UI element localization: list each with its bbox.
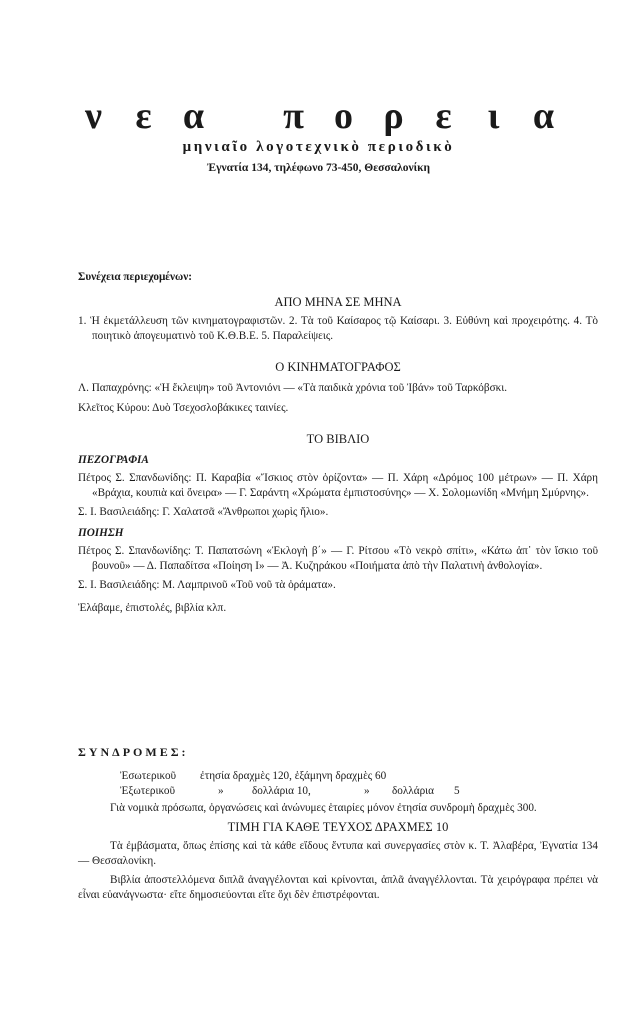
ditto-mark: » <box>364 785 370 797</box>
foreign-half-value: 5 <box>454 785 460 797</box>
title-letter: π <box>283 95 304 137</box>
title-letter: ο <box>334 95 353 137</box>
poetry-item: Πέτρος Σ. Σπανδωνίδης: Τ. Παπατσώνη «Ἐκλογὴ β΄» — Γ. Ρίτσου «Τὸ νεκρὸ σπίτι», «Κάτω ἀπ᾿ τὸν ἴσκιο τοῦ βουνοῦ» — Δ. Παπαδίτσα «Ποίηση Ι» — Ἀ. Κυζηράκου «Ποιήματα ἀπὸ τὴν Παλατινὴ ἀνθολογία». <box>78 545 598 572</box>
masthead-address: Ἐγνατία 134, τηλέφωνο 73-450, Θεσσαλονίκη <box>206 162 431 174</box>
subscriptions-title: ΣΥΝΔΡΟΜΕΣ: <box>78 745 189 759</box>
foreign-half: δολλάρια <box>392 785 435 797</box>
received-note: Ἐλάβαμε, ἐπιστολές, βιβλία κλπ. <box>78 602 227 614</box>
ditto-mark: » <box>218 785 224 797</box>
poetry-label: ΠΟΙΗΣΗ <box>78 527 124 539</box>
masthead-subtitle: μηνιαῖο λογοτεχνικὸ περιοδικὸ <box>182 139 455 155</box>
cinema-item: Λ. Παπαχρόνης: «Ἡ ἔκλειψη» τοῦ Ἀντονιόνι — «Τὰ παιδικὰ χρόνια τοῦ Ἰβάν» τοῦ Ταρκόβσκι. <box>78 382 508 394</box>
domestic-label: Ἐσωτερικοῦ <box>120 770 177 782</box>
month-items: 1. Ἡ ἐκμετάλλευση τῶν κινηματογραφιστῶν. 2. Τὰ τοῦ Καίσαρος τῷ Καίσαρι. 3. Εὐθύνη καὶ προχειρότης. 4. Τὸ ποιητικὸ ἀπογευματινὸ τοῦ Κ.Θ.Β.Ε. 5. Παραλείψεις. <box>78 315 598 342</box>
prose-item: Πέτρος Σ. Σπανδωνίδης: Π. Καραβία «Ἴσκιος στὸν ὁρίζοντα» — Π. Χάρη «Δρόμος 100 μέτρων» — Π. Χάρη «Βράχια, κουπιὰ καὶ ὄνειρα» — Γ. Σαράντη «Χρώματα ἐμπιστοσύνης» — Χ. Σολομωνίδη «Μνήμη Σμύρνης». <box>78 472 598 499</box>
section-title-month: ΑΠΟ ΜΗΝΑ ΣΕ ΜΗΝΑ <box>274 295 402 309</box>
foreign-year: δολλάρια 10, <box>252 785 311 797</box>
books-note: Βιβλία ἀποστελλόμενα διπλᾶ ἀναγγέλονται καὶ κρίνονται, ἁπλᾶ ἀναγγέλλονται. Τὰ χειρόγραφα πρέπει νὰ εἶναι εὐανάγνωστα· εἴτε δημοσιεύονται εἴτε ὄχι δὲν ἐπιστρέφονται. <box>78 874 598 901</box>
contents-heading: Συνέχεια περιεχομένων: <box>78 271 192 283</box>
title-letter: ε <box>135 95 152 137</box>
cinema-item: Κλεῖτος Κύρου: Δυὸ Τσεχοσλοβάκικες ταινίες. <box>78 402 289 414</box>
title-letter: ρ <box>383 95 404 137</box>
subscriptions-block <box>78 745 598 903</box>
masthead-title <box>0 94 637 138</box>
prose-label: ΠΕΖΟΓΡΑΦΙΑ <box>78 454 149 466</box>
title-letter: α <box>182 95 205 137</box>
domestic-rates: ἐτησία δραχμὲς 120, ἑξάμηνη δραχμὲς 60 <box>200 770 387 782</box>
title-letter: ν <box>85 95 102 137</box>
title-letter: ε <box>435 95 452 137</box>
issue-price: ΤΙΜΗ ΓΙΑ ΚΑΘΕ ΤΕΥΧΟΣ ΔΡΑΧΜΕΣ 10 <box>227 820 449 834</box>
foreign-label: Ἐξωτερικοῦ <box>120 785 176 797</box>
section-title-book: ΤΟ ΒΙΒΛΙΟ <box>306 432 370 446</box>
prose-item: Σ. Ι. Βασιλειάδης: Γ. Χαλατσᾶ «Ἄνθρωποι χωρὶς ἥλιο». <box>78 506 329 518</box>
contents-continued <box>78 270 598 616</box>
section-title-cinema: Ο ΚΙΝΗΜΑΤΟΓΡΑΦΟΣ <box>275 360 401 374</box>
title-letter: ι <box>487 95 500 137</box>
remittance-note: Τὰ ἐμβάσματα, ὅπως ἐπίσης καὶ τὰ κάθε εἴδους ἔντυπα καὶ συνεργασίες στὸν κ. Τ. Ἀλαβέρα, Ἐγνατία 134 — Θεσσαλονίκη. <box>78 840 598 867</box>
title-letter: α <box>532 95 555 137</box>
poetry-item: Σ. Ι. Βασιλειάδης: Μ. Λαμπρινοῦ «Τοῦ νοῦ τὰ ὁράματα». <box>78 579 336 591</box>
legal-entities-note: Γιὰ νομικὰ πρόσωπα, ὀργανώσεις καὶ ἀνώνυμες ἑταιρίες μόνον ἐτησία συνδρομὴ δραχμὲς 300. <box>110 802 537 814</box>
